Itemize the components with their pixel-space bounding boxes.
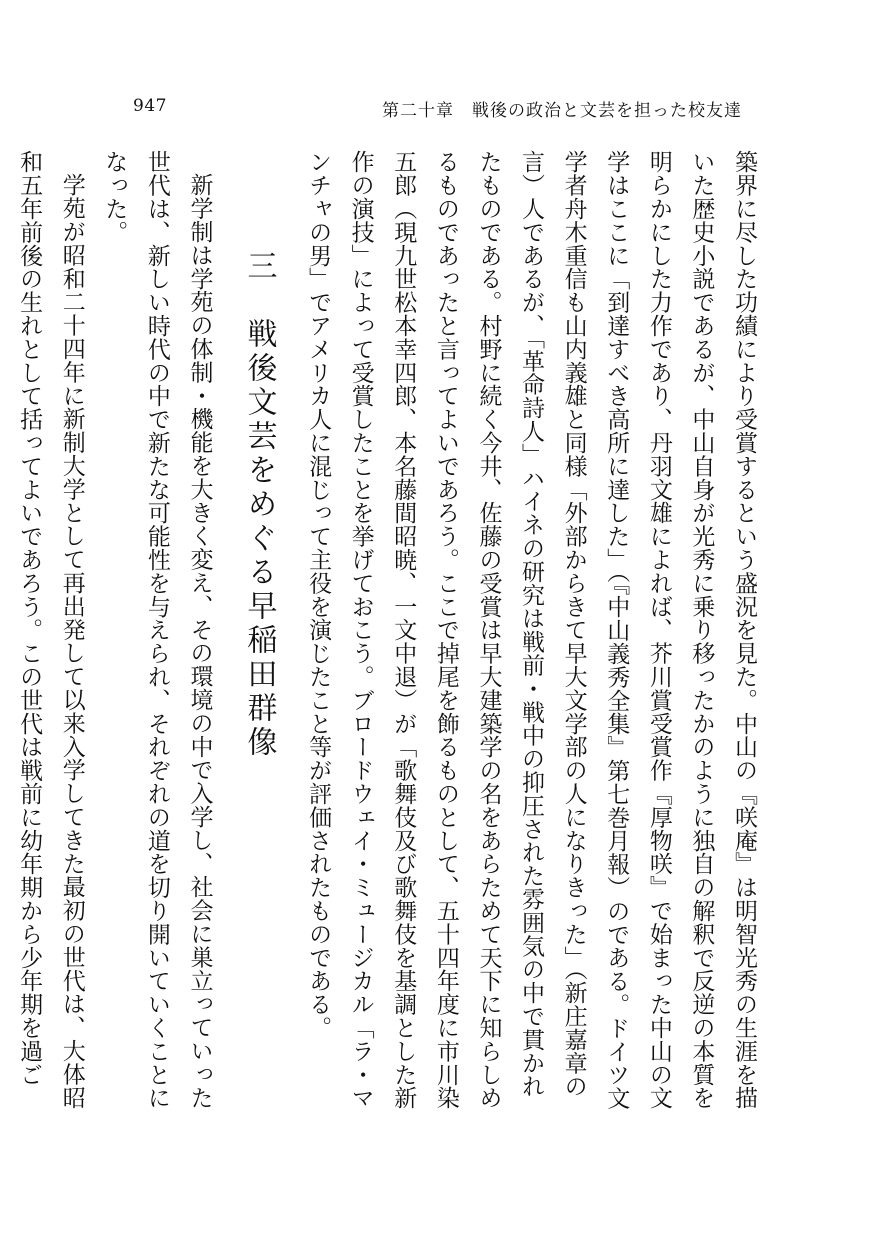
paragraph-achievements: 築界に尽した功績により受賞するという盛況を見た。中山の『咲庵』は明智光秀の生涯を描いた歴史小説であるが、中山自身が光秀に乗り移ったかのように独自の解釈で反逆の本質を明らかにした力作であり、丹羽文雄によれば、芥川賞受賞作『厚物咲』で始まった中山の文学はここに「到達すべき高所に達した」（『中山義秀全集』第七巻月報）のである。ドイツ文学者舟木重信も山内義雄と同様「外部からきて早大文学部の人になりきった」（新庄嘉章の言）人であるが、「革命詩人」ハイネの研究は戦前・戦中の抑圧された雰囲気の中で貫かれたものである。村野に続く今井、佐藤の受賞は早大建築学の名をあらためて天下に知らしめるものであったと言ってよいであろう。ここで掉尾を飾るものとして、五十四年度に市川染五郎（現九世松本幸四郎、本名藤間昭暁、一文中退）が「歌舞伎及び歌舞伎を基調とした新作の演技」によって受賞したことを挙げておこう。ブロードウェイ・ミュージカル「ラ・マンチャの男」でアメリカ人に混じって主役を演じたこと等が評価されたものである。: [305, 150, 757, 1110]
page-number: 947: [133, 96, 167, 116]
paragraph-new-system: 新学制は学苑の体制・機能を大きく変え、その環境の中で入学し、社会に巣立っていった世代は、新しい時代の中で新たな可能性を与えられ、それぞれの道を切り開いていくことになった。: [101, 150, 213, 1110]
body-text: [16, 150, 765, 1118]
section-heading: 三 戦後文芸をめぐる早稲田群像: [241, 250, 277, 760]
paragraph-first-generation: 学苑が昭和二十四年に新制大学として再出発して以来入学してきた最初の世代は、大体昭和五年前後の生れとして括ってよいであろう。この世代は戦前に幼年期から少年期を過ご: [16, 150, 85, 1109]
running-head: 第二十章 戦後の政治と文芸を担った校友達: [382, 101, 742, 121]
